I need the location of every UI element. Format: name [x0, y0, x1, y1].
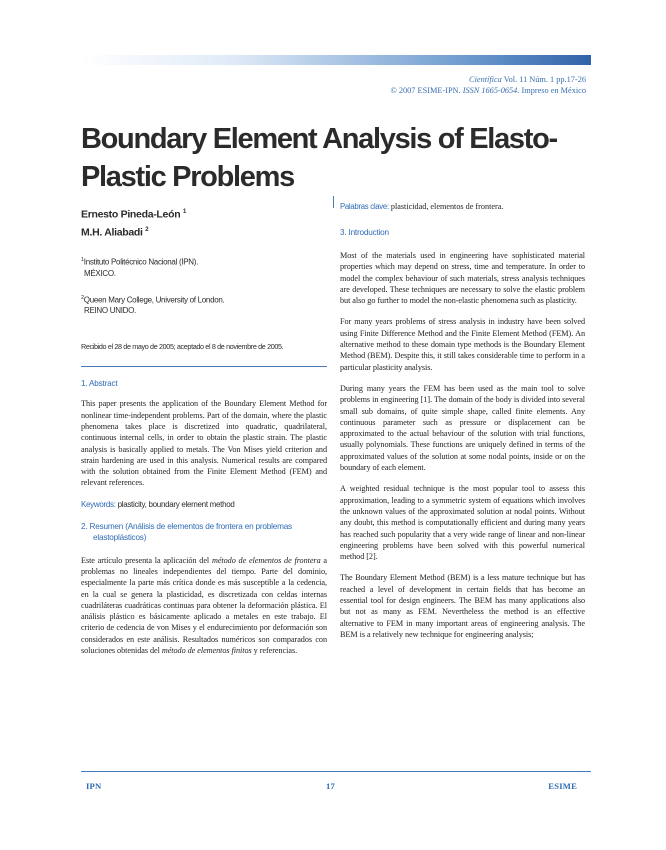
- intro-paragraph-5: The Boundary Element Method (BEM) is a less mature technique but has reached a level of development in certain fields that has become an essential tool for design engineers. The BEM has many applications also but not as many as FEM. Nevertheless the method is an effective alternative to FEM in many important areas of engineering analysis. The BEM is a relatively new technique for engineering analysis;: [340, 573, 585, 639]
- received-date: Recibido el 28 de mayo de 2005; aceptado el 8 de noviembre de 2005.: [81, 342, 284, 352]
- abstract-text: This paper presents the application of the Boundary Element Method for nonlinear time-independent problems. Part of the domain, where the plastic phenomena takes place is discretized into quadratic, quadrilateral, continuous internal cells, in order to obtain the plastic strain. The plastic analysis is basically applied to metals. The Von Mises yield criterion and strain hardening are used in this analysis. Numerical results are compared with the solution obtained from the Finite Element Method (FEM) and relevant references.: [81, 399, 327, 488]
- affiliation-sup: 2: [81, 294, 84, 301]
- palabras-clave: [340, 202, 585, 212]
- resumen-text-c: y referencias.: [251, 646, 298, 656]
- palabras-clave-label: Palabras clave:: [340, 202, 389, 211]
- affiliation-country: MÉXICO.: [84, 268, 116, 278]
- right-column: [340, 202, 585, 640]
- issn: ISSN 1665-0654.: [462, 85, 520, 95]
- affiliation-1: [81, 255, 327, 279]
- palabras-clave-text: plasticidad, elementos de frontera.: [388, 202, 504, 211]
- intro-paragraph-1: Most of the materials used in engineering have sophisticated material properties which may depend on stress, time and temperature. In order to model the complex behaviour of such materials, stress analysis techniques are developed. These techniques are necessary to solve the elastic problem but also go further to model the non-elastic phenomena such as plasticity.: [340, 251, 585, 306]
- affiliation-country: REINO UNIDO.: [84, 306, 136, 316]
- author-name: Ernesto Pineda-León: [81, 208, 181, 221]
- affiliation-institution: Queen Mary College, University of London.: [83, 295, 225, 305]
- resumen-text-a: Este artículo presenta la aplicación del: [81, 555, 212, 565]
- resumen-italic-a: método de elementos de frontera: [211, 555, 321, 565]
- abstract-heading: 1. Abstract: [81, 379, 118, 389]
- introduction-heading: 3. Introduction: [340, 228, 389, 237]
- journal-copyright: [390, 86, 586, 97]
- journal-name: Científica: [469, 75, 502, 84]
- intro-paragraph-4: A weighted residual technique is the most popular tool to assess this approximation, leading to a symmetric system of equations which involves the unknown values of the approximated solution at nodal points. Without any doubt, this method is computationally efficient and during many years has reached such popularity that a very wide range of linear and non-linear engineering problems have been solved with this powerful numerical method [2].: [340, 484, 585, 562]
- column-divider: [333, 196, 334, 208]
- resumen-text: [81, 555, 327, 657]
- author-2: [81, 223, 327, 241]
- author-sup: 2: [145, 226, 149, 233]
- intro-paragraph-2: For many years problems of stress analysis in industry have been solved using Finite Difference Method and the Finite Element Method (FEM). An alternative method to these domain type methods is the Boundary Element Method (BEM). Despite this, it still takes considerable time to perform in a particular plasticity analysis.: [340, 317, 585, 372]
- resumen-text-b: a problemas no lineales independientes del tiempo. Parte del dominio, especialmente la parte más crítica donde es más susceptible a la cedencia, en la cual se genera la plasticidad, es discretizada con celdas internas cuadriláteras cuadráticas continuas para obtener la deformación plástica. El análisis plástico es básicamente aplicado a metales en este trabajo. El criterio de cedencia de von Mises y el endurecimiento por deformación son considerados en este análisis. Resultados numéricos son comparados con soluciones obtenidas del: [81, 555, 327, 656]
- copyright: © 2007 ESIME-IPN.: [390, 85, 463, 95]
- journal-citation: [390, 75, 586, 86]
- author-sup: 1: [182, 209, 186, 215]
- keywords: [81, 500, 327, 510]
- keywords-text: plasticity, boundary element method: [115, 499, 235, 509]
- volume-info: Vol. 11 Núm. 1 pp.17-26: [501, 75, 586, 84]
- keywords-label: Keywords:: [81, 499, 116, 509]
- resumen-italic-b: método de elementos finitos: [161, 646, 252, 656]
- journal-header: [390, 75, 586, 96]
- paper-title: Boundary Element Analysis of Elasto-Plastic Problems: [81, 123, 557, 193]
- left-column: [81, 205, 327, 656]
- affiliation-2: [81, 293, 327, 317]
- printed-in: Impreso en México: [519, 85, 586, 95]
- footer-left: IPN: [86, 781, 102, 791]
- page-number: 17: [326, 781, 335, 791]
- footer-rule: [81, 771, 591, 772]
- author-1: [81, 205, 327, 223]
- affiliation-sup: 1: [81, 257, 84, 263]
- intro-paragraph-3: During many years the FEM has been used as the main tool to solve problems in engineering [1]. The domain of the body is divided into several small sub domains, of quite simple shape, called finite elements. Any continuous parameter such as pressure or displacement can be approximated to the actual behaviour of the solution with trial functions, usually polynomials. These functions are uniquely defined in terms of the approximated values of the solution at some nodal points, inside or on the boundary of each element.: [340, 383, 585, 473]
- footer-right: ESIME: [548, 781, 577, 791]
- affiliation-institution: Instituto Politécnico Nacional (IPN).: [83, 257, 199, 267]
- resumen-heading: 2. Resumen (Análisis de elementos de frontera en problemas elastoplásticos): [81, 521, 292, 542]
- header-gradient-bar: [81, 55, 591, 65]
- author-name: M.H. Aliabadi: [81, 226, 143, 238]
